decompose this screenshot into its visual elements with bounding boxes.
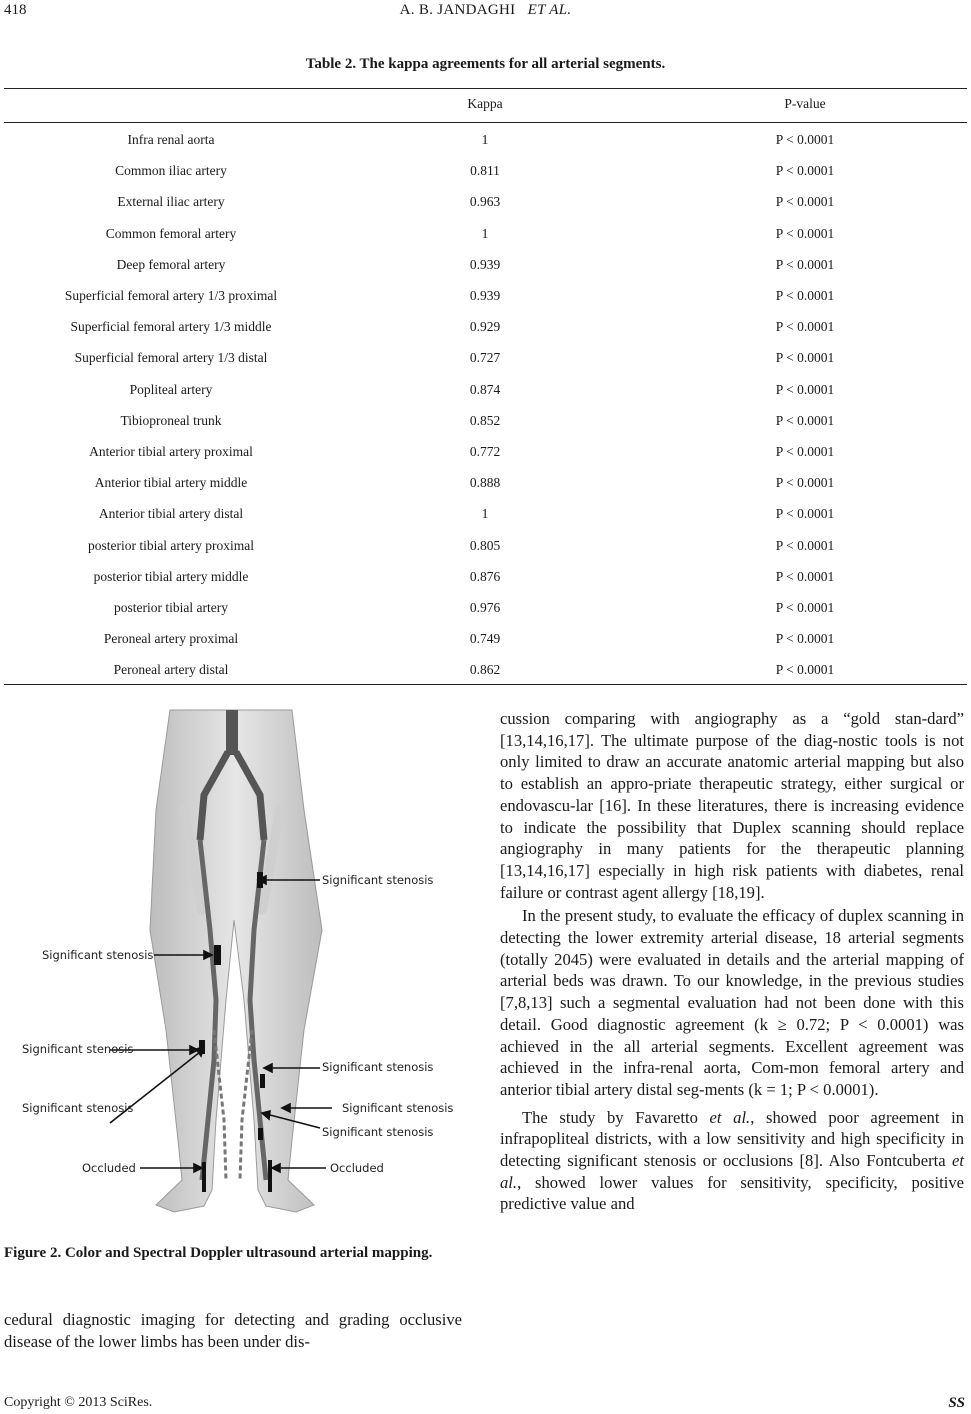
kappa-cell: 1 (481, 225, 489, 241)
label-significant-stenosis: Significant stenosis (342, 1101, 454, 1115)
text-run: The study by Favaretto (522, 1107, 710, 1127)
header-etal: ET AL. (527, 2, 572, 18)
pvalue-cell: P < 0.0001 (775, 288, 835, 303)
pvalue-cell: P < 0.0001 (775, 568, 835, 584)
table-row (4, 405, 967, 436)
kappa-cell: 0.874 (469, 381, 501, 397)
kappa-cell: 0.929 (469, 319, 501, 335)
segment-cell: Superficial femoral artery 1/3 middle (70, 319, 272, 335)
label-significant-stenosis: Significant stenosis (22, 1101, 134, 1115)
table-row (4, 342, 967, 373)
pvalue-cell: P < 0.0001 (775, 319, 835, 335)
paragraph (500, 1107, 964, 1216)
footer-journal: SS (948, 1395, 965, 1411)
text-run-italic: et al. (709, 1107, 751, 1127)
pvalue-cell: P < 0.0001 (775, 537, 835, 553)
label-significant-stenosis: Significant stenosis (322, 1125, 434, 1139)
occlusion-mark (202, 1162, 206, 1192)
table-row (4, 654, 967, 685)
pvalue-cell: P < 0.0001 (775, 256, 835, 272)
stenosis-mark (260, 1074, 265, 1088)
segment-cell: Common femoral artery (105, 225, 237, 241)
table-row (4, 186, 967, 217)
table-header-row (4, 88, 967, 119)
table-row (4, 311, 967, 342)
text-run: , showed poor agreement in infrapopliteal districts, with a low sensitivity and high specificity in detecting significant stenosis or occlusions [8]. Also Fontcuberta (500, 1107, 965, 1171)
segment-cell: posterior tibial artery middle (93, 568, 249, 584)
segment-cell: Infra renal aorta (127, 132, 215, 147)
segment-cell: Common iliac artery (115, 163, 227, 179)
table-row (4, 592, 967, 623)
table-caption: Table 2. The kappa agreements for all arterial segments. (305, 56, 666, 72)
kappa-cell: 0.939 (469, 256, 501, 272)
label-significant-stenosis: Significant stenosis (322, 1060, 434, 1074)
table-row (4, 561, 967, 592)
label-significant-stenosis: Significant stenosis (22, 1042, 134, 1056)
text-run-italic: et al. (500, 1151, 964, 1192)
kappa-cell: 1 (481, 506, 489, 522)
pvalue-cell: P < 0.0001 (775, 381, 835, 397)
table-bottom-rule (4, 684, 967, 685)
table-row (4, 374, 967, 405)
label-occluded: Occluded (82, 1161, 136, 1175)
page-number: 418 (4, 2, 27, 18)
header-col-pvalue: P-value (784, 96, 826, 111)
paragraph: In the present study, to evaluate the efficacy of duplex scanning in detecting the lower extremity arterial disease, 18 arterial segments (totally 2045) were evaluated in details and the arterial mapping of arterial beds was drawn. To our knowledge, in the previous studies [7,8,13] such a segmental evaluation had not been done with this detail. Good diagnostic agreement (k ≥ 0.72; P < 0.0001) was achieved in the all arterial segments. Excellent agreement was achieved in the infra-renal aorta, Com-mon femoral artery and anterior tibial artery distal seg-ments (k = 1; P < 0.0001). (500, 906, 964, 1099)
pvalue-cell: P < 0.0001 (775, 225, 835, 241)
table-header-rule (4, 122, 967, 123)
arterial-mapping-figure (4, 700, 464, 1240)
table-row (4, 623, 967, 654)
table-row (4, 155, 967, 186)
paragraph: cedural diagnostic imaging for detecting and grading occlusive disease of the lower limbs has been under dis- (4, 1310, 462, 1351)
aorta (226, 710, 238, 755)
table-row (4, 467, 967, 498)
figure-caption: Figure 2. Color and Spectral Doppler ultrasound arterial mapping. (4, 1245, 433, 1261)
pvalue-cell: P < 0.0001 (775, 412, 835, 428)
pvalue-cell: P < 0.0001 (775, 444, 835, 459)
pvalue-cell: P < 0.0001 (775, 506, 835, 522)
table-row (4, 436, 967, 467)
pvalue-cell: P < 0.0001 (775, 163, 835, 179)
pvalue-cell: P < 0.0001 (775, 600, 835, 615)
segment-cell: Superficial femoral artery 1/3 proximal (64, 288, 278, 303)
body-silhouette (150, 710, 322, 1212)
label-significant-stenosis: Significant stenosis (322, 873, 434, 887)
kappa-cell: 0.852 (469, 412, 501, 428)
kappa-cell: 1 (481, 132, 489, 147)
segment-cell: External iliac artery (117, 194, 225, 210)
segment-cell: Superficial femoral artery 1/3 distal (74, 350, 268, 366)
kappa-cell: 0.749 (469, 631, 501, 647)
running-header (0, 2, 971, 19)
kappa-cell: 0.939 (469, 288, 501, 303)
kappa-cell: 0.805 (469, 537, 501, 553)
footer-copyright: Copyright © 2013 SciRes. (4, 1395, 153, 1410)
segment-cell: Anterior tibial artery distal (98, 506, 244, 522)
pvalue-cell: P < 0.0001 (775, 350, 835, 366)
pvalue-cell: P < 0.0001 (775, 132, 835, 147)
kappa-cell: 0.862 (469, 662, 501, 678)
label-occluded: Occluded (330, 1161, 384, 1175)
segment-cell: Peroneal artery proximal (103, 631, 239, 647)
stenosis-mark (258, 1128, 263, 1140)
segment-cell: Anterior tibial artery middle (94, 475, 248, 491)
kappa-cell: 0.976 (469, 600, 501, 615)
kappa-cell: 0.772 (469, 444, 501, 459)
table-row (4, 124, 967, 155)
table-row (4, 498, 967, 529)
label-significant-stenosis: Significant stenosis (42, 948, 154, 962)
stenosis-mark (214, 945, 221, 965)
kappa-cell: 0.963 (469, 194, 501, 210)
pvalue-cell: P < 0.0001 (775, 194, 835, 210)
pvalue-cell: P < 0.0001 (775, 631, 835, 647)
segment-cell: Anterior tibial artery proximal (89, 444, 253, 459)
segment-cell: Peroneal artery distal (113, 662, 229, 678)
segment-cell: Deep femoral artery (116, 256, 226, 272)
paragraph: cussion comparing with angiography as a “gold stan-dard” [13,14,16,17]. The ultimate purpose of the diag-nostic tools is not only limited to draw an accurate anatomic arterial mapping but also to establish an appro-priate therapeutic strategy, either surgical or endovascu-lar [16]. In these literatures, there is increasing evidence to indicate the possibility that Duplex scanning should replace angiography in many patients for the therapeutic planning [13,14,16,17] especially in high risk patients with diabetes, renal failure or contrast agent allergy [18,19]. (500, 709, 964, 902)
header-authors: A. B. JANDAGHI (399, 2, 516, 18)
table-row (4, 218, 967, 249)
left-column-text (4, 1309, 462, 1352)
header-col-kappa: Kappa (467, 96, 503, 111)
segment-cell: Tibioproneal trunk (120, 412, 222, 428)
kappa-cell: 0.888 (469, 475, 501, 491)
table-row (4, 249, 967, 280)
kappa-cell: 0.811 (470, 163, 500, 179)
segment-cell: posterior tibial artery (114, 600, 228, 615)
pvalue-cell: P < 0.0001 (775, 475, 835, 491)
kappa-cell: 0.727 (469, 350, 501, 366)
segment-cell: posterior tibial artery proximal (87, 537, 255, 553)
occlusion-mark (268, 1160, 272, 1192)
kappa-cell: 0.876 (469, 568, 501, 584)
pvalue-cell: P < 0.0001 (775, 662, 835, 678)
table-row (4, 530, 967, 561)
segment-cell: Popliteal artery (129, 381, 213, 397)
right-column-text (500, 708, 964, 1215)
text-run: , showed lower values for sensitivity, specificity, positive predictive value and (500, 1172, 964, 1214)
table-row (4, 280, 967, 311)
